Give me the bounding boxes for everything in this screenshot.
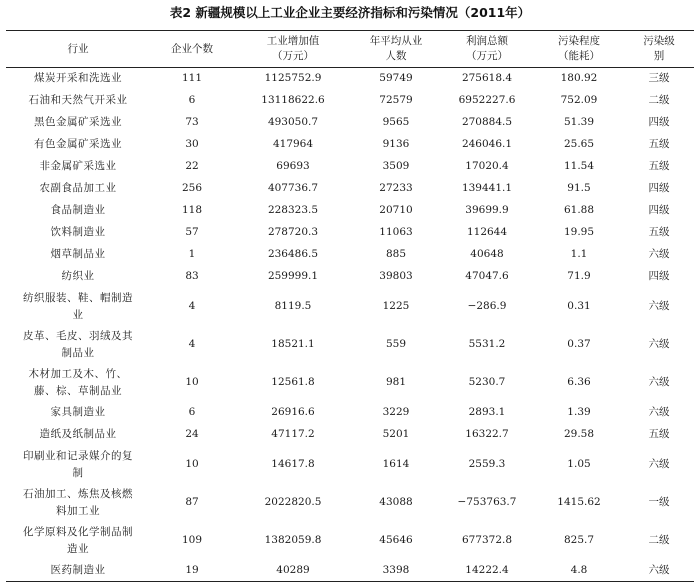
value-added-cell: 493050.7 — [267, 116, 319, 128]
table-row — [6, 266, 694, 288]
pollution-cell: 6.36 — [567, 376, 591, 388]
header-employees — [352, 31, 440, 68]
count-cell: 6 — [188, 406, 196, 418]
level-cell: 六级 — [648, 338, 670, 350]
industry-name-line: 纺织服装、鞋、帽制造 — [23, 291, 133, 304]
employees-cell: 43088 — [379, 496, 413, 508]
table-row — [6, 446, 694, 484]
industry-name-line: 化学原料及化学制品制 — [23, 525, 133, 538]
employees-cell: 3509 — [382, 160, 410, 172]
profit-cell: 47047.6 — [465, 270, 509, 282]
table-row — [6, 200, 694, 222]
employees-cell: 59749 — [379, 72, 413, 85]
industry-name-line: 食品制造业 — [50, 204, 106, 216]
level-cell: 四级 — [648, 116, 670, 128]
pollution-cell: 71.9 — [567, 270, 591, 282]
industry-name-line: 黑色金属矿采选业 — [34, 116, 122, 128]
profit-cell: 270884.5 — [461, 116, 513, 128]
industry-name-line: 石油加工、炼焦及核燃 — [23, 487, 133, 500]
industry-cell — [6, 200, 150, 222]
industry-name-line: 制品业 — [61, 346, 95, 359]
pollution-cell: 51.39 — [563, 116, 595, 128]
level-cell: 六级 — [648, 458, 670, 470]
profit-cell: 2559.3 — [468, 458, 506, 470]
profit-cell: 246046.1 — [461, 138, 513, 150]
profit-cell: 275618.4 — [461, 72, 513, 85]
industry-cell — [6, 364, 150, 402]
level-cell: 四级 — [648, 204, 670, 216]
value-added-cell: 69693 — [276, 160, 310, 172]
employees-cell: 9565 — [382, 116, 410, 128]
industry-cell — [6, 222, 150, 244]
count-cell: 6 — [188, 94, 196, 106]
count-cell: 256 — [181, 182, 203, 194]
industry-name-line: 造纸及纸制品业 — [39, 428, 117, 440]
profit-cell: 2893.1 — [468, 406, 506, 418]
value-added-cell: 228323.5 — [267, 204, 319, 216]
pollution-cell: 1.05 — [567, 458, 591, 470]
level-cell: 六级 — [648, 248, 670, 260]
header-employees-line1: 年平均从业 — [369, 35, 423, 47]
pollution-cell: 825.7 — [563, 534, 595, 546]
industry-name-line: 饮料制造业 — [50, 226, 106, 238]
header-row — [6, 31, 694, 68]
industry-cell — [6, 522, 150, 560]
value-added-cell: 407736.7 — [267, 182, 319, 194]
profit-cell: 677372.8 — [461, 534, 513, 546]
pollution-cell: 25.65 — [563, 138, 595, 150]
profit-cell: 139441.1 — [461, 182, 513, 194]
table-row — [6, 68, 694, 90]
profit-cell: 112644 — [466, 226, 508, 238]
table-row — [6, 364, 694, 402]
count-cell: 109 — [181, 534, 203, 546]
profit-cell: 39699.9 — [465, 204, 509, 216]
count-cell: 111 — [181, 72, 203, 85]
industry-cell — [6, 112, 150, 134]
level-cell: 六级 — [648, 563, 670, 576]
level-cell: 六级 — [648, 376, 670, 388]
count-cell: 24 — [185, 428, 199, 440]
pollution-cell: 11.54 — [563, 160, 595, 172]
table-row — [6, 112, 694, 134]
count-cell: 10 — [185, 458, 199, 470]
industry-cell — [6, 560, 150, 582]
employees-cell: 11063 — [379, 226, 413, 238]
employees-cell: 45646 — [379, 534, 413, 546]
value-added-cell: 1125752.9 — [264, 72, 322, 85]
industry-name-line: 料加工业 — [56, 504, 100, 517]
data-table — [6, 30, 694, 582]
header-level-line1: 污染级 — [643, 35, 675, 47]
table-row — [6, 424, 694, 446]
level-cell: 六级 — [648, 406, 670, 418]
value-added-cell: 236486.5 — [267, 248, 319, 260]
industry-name-line: 家具制造业 — [50, 406, 106, 418]
value-added-cell: 14617.8 — [271, 458, 315, 470]
table-row — [6, 90, 694, 112]
level-cell: 五级 — [648, 226, 670, 238]
industry-cell — [6, 178, 150, 200]
count-cell: 57 — [185, 226, 199, 238]
employees-cell: 39803 — [379, 270, 413, 282]
pollution-cell: 1415.62 — [557, 496, 601, 508]
industry-cell — [6, 244, 150, 266]
table-row — [6, 178, 694, 200]
employees-cell: 3229 — [382, 406, 410, 418]
employees-cell: 3398 — [382, 563, 410, 576]
level-cell: 三级 — [648, 72, 670, 85]
profit-cell: −753763.7 — [457, 496, 517, 508]
industry-cell — [6, 266, 150, 288]
count-cell: 4 — [188, 338, 196, 350]
value-added-cell: 12561.8 — [271, 376, 315, 388]
table-row — [6, 288, 694, 326]
profit-cell: −286.9 — [467, 300, 507, 312]
table-row — [6, 222, 694, 244]
industry-cell — [6, 156, 150, 178]
header-value-added — [234, 31, 352, 68]
count-cell: 1 — [188, 248, 196, 260]
industry-name-line: 烟草制品业 — [50, 248, 106, 260]
pollution-cell: 1.1 — [570, 248, 588, 260]
value-added-cell: 13118622.6 — [261, 94, 325, 106]
table-row — [6, 522, 694, 560]
employees-cell: 1614 — [382, 458, 410, 470]
employees-cell: 5201 — [382, 428, 410, 440]
value-added-cell: 259999.1 — [267, 270, 319, 282]
level-cell: 四级 — [648, 270, 670, 282]
header-count: 企业个数 — [171, 42, 213, 55]
table-body — [6, 68, 694, 582]
industry-cell — [6, 288, 150, 326]
header-profit-line1: 利润总额 — [466, 35, 508, 47]
industry-name-line: 非金属矿采选业 — [39, 160, 117, 172]
pollution-cell: 0.31 — [567, 300, 591, 312]
value-added-cell: 8119.5 — [274, 300, 312, 312]
level-cell: 五级 — [648, 428, 670, 440]
industry-cell — [6, 484, 150, 522]
industry-name-line: 有色金属矿采选业 — [34, 138, 122, 150]
profit-cell: 6952227.6 — [458, 94, 516, 106]
industry-cell — [6, 402, 150, 424]
industry-name-line: 藤、棕、草制品业 — [34, 384, 122, 397]
employees-cell: 885 — [385, 248, 407, 260]
pollution-cell: 61.88 — [563, 204, 595, 216]
header-value-added-line1: 工业增加值 — [266, 35, 320, 47]
industry-name-line: 印刷业和记录媒介的复 — [23, 449, 133, 462]
profit-cell: 17020.4 — [465, 160, 509, 172]
industry-name-line: 煤炭开采和洗选业 — [34, 72, 122, 85]
industry-name-line: 制 — [72, 466, 84, 479]
pollution-cell: 0.37 — [567, 338, 591, 350]
header-level-line2: 别 — [653, 50, 665, 62]
level-cell: 二级 — [648, 534, 670, 546]
level-cell: 六级 — [648, 300, 670, 312]
employees-cell: 72579 — [379, 94, 413, 106]
level-cell: 五级 — [648, 138, 670, 150]
header-pollution — [534, 31, 624, 68]
header-industry: 行业 — [67, 42, 89, 55]
count-cell: 4 — [188, 300, 196, 312]
profit-cell: 16322.7 — [465, 428, 509, 440]
value-added-cell: 18521.1 — [271, 338, 315, 350]
employees-cell: 1225 — [382, 300, 410, 312]
pollution-cell: 19.95 — [563, 226, 595, 238]
header-value-added-line2: （万元） — [272, 50, 314, 62]
count-cell: 87 — [185, 496, 199, 508]
header-employees-line2: 人数 — [385, 50, 407, 62]
count-cell: 19 — [185, 563, 199, 576]
employees-cell: 9136 — [382, 138, 410, 150]
level-cell: 二级 — [648, 94, 670, 106]
value-added-cell: 278720.3 — [267, 226, 319, 238]
industry-cell — [6, 326, 150, 364]
employees-cell: 20710 — [379, 204, 413, 216]
industry-name-line: 纺织业 — [61, 270, 95, 282]
industry-cell — [6, 446, 150, 484]
level-cell: 五级 — [648, 160, 670, 172]
table-row — [6, 156, 694, 178]
pollution-cell: 1.39 — [567, 406, 591, 418]
count-cell: 30 — [185, 138, 199, 150]
employees-cell: 559 — [385, 338, 407, 350]
table-row — [6, 560, 694, 582]
table-row — [6, 134, 694, 156]
employees-cell: 981 — [385, 376, 407, 388]
value-added-cell: 40289 — [276, 563, 310, 576]
count-cell: 83 — [185, 270, 199, 282]
industry-name-line: 医药制造业 — [50, 563, 106, 576]
pollution-cell: 29.58 — [563, 428, 595, 440]
count-cell: 118 — [181, 204, 203, 216]
header-profit — [440, 31, 534, 68]
industry-name-line: 造业 — [67, 542, 89, 555]
level-cell: 一级 — [648, 496, 670, 508]
profit-cell: 14222.4 — [465, 563, 509, 576]
profit-cell: 5531.2 — [468, 338, 506, 350]
industry-name-line: 皮革、毛皮、羽绒及其 — [23, 329, 133, 342]
industry-cell — [6, 424, 150, 446]
count-cell: 73 — [185, 116, 199, 128]
pollution-cell: 180.92 — [560, 72, 598, 85]
employees-cell: 27233 — [379, 182, 413, 194]
industry-name-line: 农副食品加工业 — [39, 182, 117, 194]
industry-name-line: 木材加工及木、竹、 — [28, 367, 128, 380]
level-cell: 四级 — [648, 182, 670, 194]
value-added-cell: 1382059.8 — [264, 534, 322, 546]
industry-cell — [6, 134, 150, 156]
industry-name-line: 业 — [72, 308, 84, 321]
header-pollution-line1: 污染程度 — [558, 35, 600, 47]
table-row — [6, 244, 694, 266]
industry-name-line: 石油和天然气开采业 — [28, 94, 128, 106]
value-added-cell: 417964 — [272, 138, 314, 150]
count-cell: 10 — [185, 376, 199, 388]
count-cell: 22 — [185, 160, 199, 172]
profit-cell: 40648 — [470, 248, 504, 260]
pollution-cell: 4.8 — [570, 563, 588, 576]
table-row — [6, 484, 694, 522]
industry-cell — [6, 68, 150, 90]
table-title: 表2 新疆规模以上工业企业主要经济指标和污染情况（2011年） — [169, 5, 531, 20]
industry-cell — [6, 90, 150, 112]
value-added-cell: 2022820.5 — [264, 496, 322, 508]
profit-cell: 5230.7 — [468, 376, 506, 388]
header-profit-line2: （万元） — [466, 50, 508, 62]
pollution-cell: 91.5 — [567, 182, 591, 194]
pollution-cell: 752.09 — [560, 94, 598, 106]
table-row — [6, 402, 694, 424]
header-pollution-line2: （能耗） — [558, 50, 600, 62]
table-row — [6, 326, 694, 364]
header-level — [624, 31, 694, 68]
value-added-cell: 47117.2 — [271, 428, 315, 440]
value-added-cell: 26916.6 — [271, 406, 315, 418]
